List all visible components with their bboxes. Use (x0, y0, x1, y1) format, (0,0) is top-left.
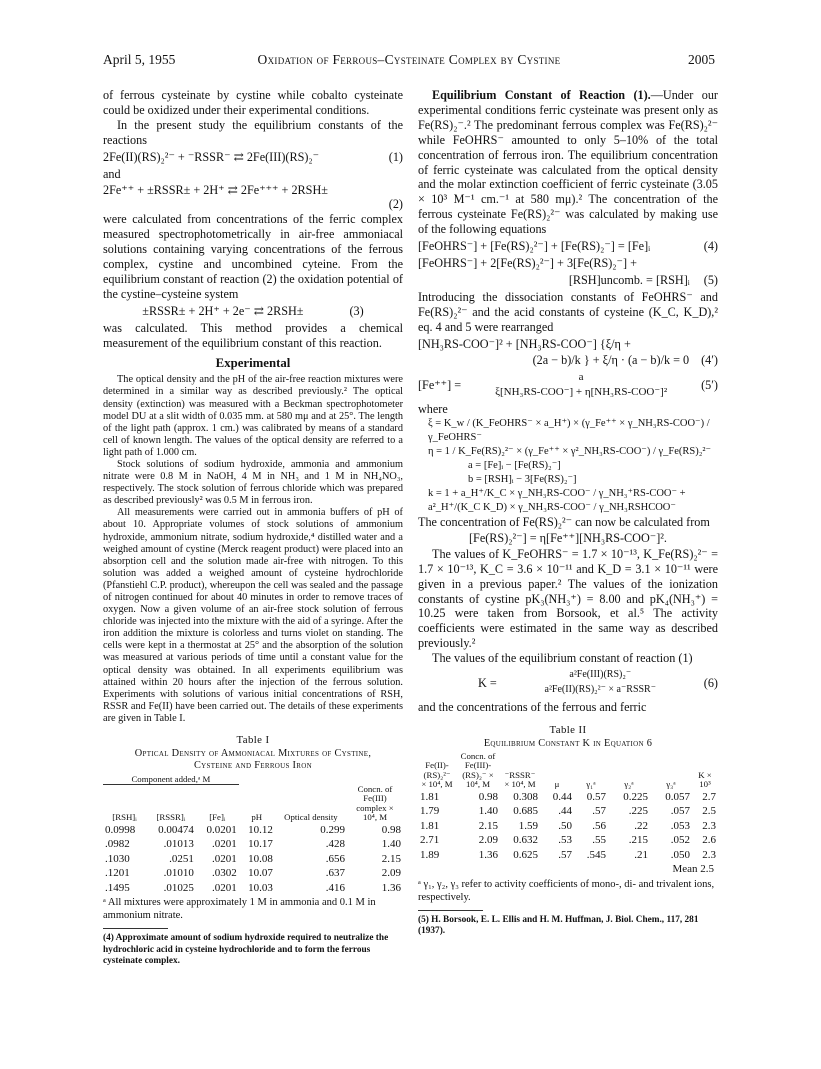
table-cell: .22 (634, 819, 648, 832)
definition-b: b = [RSH]ᵢ − 3[Fe(RS)₂⁻] (468, 474, 577, 486)
paragraph: The optical density and the pH of the air-free reaction mixtures were determined in a similar way as described previously.² The optical density (extinction) was measured with a Beckman spectrophotometer model DU at a slit width of 0.035 mm. at 580 mμ and at 25°. The length of the light path (approx. 1 cm.) was calibrated by means of a standard cell of known length. The values of the optical density are referred to a light path of 1.000 cm. (103, 374, 403, 458)
paragraph: All measurements were carried out in ammonia buffers of pH of about 10. Appropriate volumes of stock solutions of ammonium hydroxide, ammonium nitrate, sodium hydroxide,⁴ distilled water and a weighed amount of cystine (Merck reagent product) were placed into an absorption cell and the solution made air-free with nitrogen. To this solution was added a weighed amount of cysteine hydrochloride (Pfanstiehl C.P. product), whereupon the cell was sealed and the passage of nitrogen continued for about 40 minutes in order to remove traces of oxygen. Now a given volume of an air-free stock solution of ferrous chloride was injected into the mixture with the aid of a syringe. After the iron addition the mixture is colorless and turns violet on standing. The cells were kept in a thermostat at 25° and the absorption of the solution was measured at various periods of time until a constant value for the optical density was obtained. In all experiments equilibrium was attained within 20 hours after the injection of the ferrous solution. Experiments with solutions of various initial concentrations of RSH, RSSR and Fe(II) have been carried out. The details of these experiments are given in Table I. (103, 507, 403, 724)
table-cell: .637 (325, 867, 345, 880)
equation-4 (418, 239, 718, 254)
equation-text: [FeOHRS⁻] + 2[Fe(RS)₂²⁻] + 3[Fe(RS)₂⁻] + (418, 255, 637, 270)
table-cell: 0.057 (665, 790, 690, 803)
equation-5-prime (418, 370, 718, 400)
equation-number: (6) (703, 675, 718, 690)
table-header-row (103, 785, 403, 823)
table-cell: 2.3 (702, 848, 716, 861)
table-cell: 2.7 (702, 790, 716, 803)
table-cell: .53 (558, 834, 572, 847)
column-header: [Fe]ᵢ (209, 812, 226, 823)
table-row (103, 866, 403, 881)
table-cell: .215 (628, 834, 648, 847)
table-cell: .050 (670, 848, 690, 861)
equation-text: [RSH]uncomb. = [RSH]ᵢ (568, 272, 690, 287)
table-cell: .656 (325, 852, 345, 865)
definitions (418, 417, 718, 515)
equation-4-prime (418, 337, 718, 352)
paragraph: was calculated. This method provides a chemical measurement of the equilibrium constant of this reaction. (103, 320, 403, 350)
table-cell: .01010 (163, 867, 194, 880)
table-cell: 0.00474 (158, 823, 194, 836)
table-row (418, 848, 718, 863)
table-cell: 0.0201 (206, 823, 237, 836)
fraction (495, 370, 667, 400)
right-column (418, 88, 718, 938)
equation-number: (1) (388, 149, 403, 164)
table-cell: .0982 (105, 838, 130, 851)
table-footnote: ᵃ All mixtures were approximately 1 M in ammonia and 0.1 M in ammonium nitrate. (103, 897, 376, 921)
table-1-title: Cysteine and Ferrous Iron (194, 759, 312, 771)
column-header: γ₁ᵃ (586, 779, 596, 790)
table-cell: 0.308 (513, 790, 538, 803)
equation-text: K = (478, 675, 497, 690)
equation-number: (3) (349, 303, 364, 318)
table-cell: .1495 (105, 881, 130, 894)
column-header: Fe(II)-(RS)₂²⁻ × 10⁴, M (421, 760, 453, 790)
column-group-header: Component added,ᵃ M (103, 775, 239, 785)
paragraph: and the concentrations of the ferrous and ferric (418, 699, 647, 714)
equation-text: [FeOHRS⁻] + [Fe(RS)₂²⁻] + [Fe(RS)₂⁻] = [Fe]ᵢ (418, 239, 651, 254)
table-cell: 2.15 (478, 819, 498, 832)
table-cell: 2.15 (381, 852, 401, 865)
definition-k: k = 1 + a_H⁺/K_C × γ_NH₃RS-COO⁻ / γ_NH₃⁺RS-COO⁻ + a²_H⁺/(K_C K_D) × γ_NH₃RS-COO⁻ / γ_NH₃RSHCOO⁻ (428, 488, 686, 514)
column-header: Concn. of Fe(III) complex × 10⁴, M (356, 783, 394, 823)
table-cell: 2.6 (702, 834, 716, 847)
column-header: ⁻RSSR⁻ × 10⁴, M (504, 769, 536, 790)
paragraph: and (103, 166, 121, 181)
table-cell: 1.81 (420, 819, 440, 832)
table-body (418, 790, 718, 863)
equation-4-prime-cont (418, 353, 718, 368)
equation-text: 2Fe(II)(RS)₂²⁻ + ⁻RSSR⁻ ⇄ 2Fe(III)(RS)₂⁻ (103, 149, 320, 164)
footnote-rule (103, 928, 168, 929)
running-header (103, 52, 715, 72)
paragraph: of ferrous cysteinate by cystine while cobalto cysteinate could be oxidized under their experimental conditions. (103, 88, 403, 117)
table-footnote: ᵃ γ₁, γ₂, γ₃ refer to activity coefficients of mono-, di- and trivalent ions, respectively. (418, 879, 715, 903)
page-number: 2005 (688, 52, 715, 67)
table-cell: 0.0998 (105, 823, 136, 836)
paragraph (418, 88, 718, 237)
table-mean: Mean 2.5 (672, 863, 714, 876)
equation-number: (5′) (701, 377, 718, 392)
table-cell: .21 (634, 848, 648, 861)
column-header: pH (251, 812, 263, 823)
table-cell: 2.09 (381, 867, 401, 880)
table-header-row (418, 752, 718, 790)
equation-5-cont (418, 273, 718, 288)
definition-eta: η = 1 / K_Fe(RS)₂²⁻ × (γ_Fe⁺⁺ × γ²_NH₃RS-COO⁻) / γ_Fe(RS)₂²⁻ (428, 446, 712, 458)
table-cell: 10.12 (248, 823, 273, 836)
equation-text: (2a − b)/k } + ξ/η · (a − b)/k = 0 (532, 353, 690, 368)
fraction-numerator: a (578, 371, 584, 384)
subsection-heading: Equilibrium Constant of Reaction (1). (432, 88, 651, 102)
reference-footnote: (4) Approximate amount of sodium hydroxide required to neutralize the hydrochloric acid in cysteine hydrochloride and to form the ferrous cysteinate complex. (103, 933, 389, 966)
table-row (418, 819, 718, 834)
table-cell: .0201 (212, 838, 237, 851)
equation-number: (2) (388, 197, 403, 212)
table-cell: .56 (592, 819, 606, 832)
table-cell: .416 (325, 881, 345, 894)
table-row (103, 823, 403, 838)
reference-footnote: (5) H. Borsook, E. L. Ellis and H. M. Huffman, J. Biol. Chem., 117, 281 (1937). (418, 915, 699, 937)
table-cell: .44 (558, 805, 572, 818)
table-cell: .1030 (105, 852, 130, 865)
table-row (103, 852, 403, 867)
paragraph: were calculated from concentrations of the ferric complex measured spectrophotometrically in air-free ammoniacal solutions containing varying concentrations of the ferrous complex, cystine and uncombined cyteine. From the equilibrium constant of reaction (2) the oxidation potential of the cystine–cysteine system (103, 212, 403, 301)
table-cell: 1.36 (381, 881, 401, 894)
equation-text: 2Fe⁺⁺ + ±RSSR± + 2H⁺ ⇄ 2Fe⁺⁺⁺ + 2RSH± (103, 183, 328, 198)
table-cell: 2.3 (702, 819, 716, 832)
equation-number: (4′) (701, 353, 718, 368)
table-cell: 0.625 (513, 848, 538, 861)
equation-text: [NH₃RS-COO⁻]² + [NH₃RS-COO⁻] {ξ/η + (418, 336, 631, 351)
table-cell: 10.07 (248, 867, 273, 880)
table-cell: .545 (586, 848, 606, 861)
table-cell: 0.57 (586, 790, 606, 803)
definition-a: a = [Fe]ᵢ − [Fe(RS)₂⁻] (468, 460, 561, 472)
fraction-numerator: a²Fe(III)(RS)₂⁻ (569, 669, 632, 681)
equation-text: [Fe⁺⁺] = (418, 377, 462, 392)
table-cell: 10.17 (248, 838, 273, 851)
fraction-denominator: ξ[NH₃RS-COO⁻] + η[NH₃RS-COO⁻]² (495, 386, 668, 399)
table-cell: 1.59 (518, 819, 538, 832)
table-cell: .0201 (212, 852, 237, 865)
table-cell: .01025 (163, 881, 194, 894)
paragraph: Introducing the dissociation constants of FeOHRS⁻ and Fe(RS)₂²⁻ and the acid constants of cysteine (K_C, K_D),² eq. 4 and 5 were rearranged (418, 289, 718, 334)
column-header: γ₂ᵃ (624, 779, 634, 790)
table-cell: 0.299 (320, 823, 345, 836)
table-2-title: Equilibrium Constant K in Equation 6 (483, 737, 653, 749)
equation-concentration: [Fe(RS)₂²⁻] = η[Fe⁺⁺][NH₃RS-COO⁻]². (469, 530, 667, 545)
header-date: April 5, 1955 (103, 52, 176, 67)
equation-text: ±RSSR± + 2H⁺ + 2e⁻ ⇄ 2RSH± (142, 303, 304, 318)
table-cell: 1.36 (478, 848, 498, 861)
equation-5 (418, 256, 718, 271)
table-cell: .50 (558, 819, 572, 832)
table-cell: 10.03 (248, 881, 273, 894)
table-cell: 1.89 (420, 848, 440, 861)
column-header: μ (554, 779, 560, 790)
paragraph: Stock solutions of sodium hydroxide, ammonia and ammonium nitrate were 0.8 M in NaOH, 4 M in NH₃ and 1 M in NH₄NO₃, respectively. The stock solution of ferrous chloride which was prepared as described previously² was 0.5 M in ferrous iron. (103, 458, 403, 507)
table-cell: 0.98 (381, 823, 401, 836)
table-cell: .0251 (169, 852, 194, 865)
equation-1 (103, 150, 403, 165)
table-row (103, 837, 403, 852)
table-cell: 0.685 (513, 805, 538, 818)
equation-6 (418, 668, 718, 698)
header-title: Oxidation of Ferrous–Cysteinate Complex by Cystine (257, 52, 561, 67)
table-2 (418, 752, 718, 863)
column-header: [RSSR]ᵢ (156, 812, 186, 823)
column-header: K × 10³ (698, 769, 712, 790)
table-cell: 10.08 (248, 852, 273, 865)
table-cell: .057 (670, 805, 690, 818)
table-row (103, 881, 403, 896)
section-heading: Experimental (215, 356, 291, 371)
table-cell: 0.44 (552, 790, 572, 803)
table-cell: .225 (628, 805, 648, 818)
table-cell: .55 (592, 834, 606, 847)
table-cell: 1.40 (478, 805, 498, 818)
table-cell: 2.09 (478, 834, 498, 847)
table-cell: 0.225 (623, 790, 648, 803)
fraction (545, 668, 657, 698)
table-2-caption: Table II (549, 723, 587, 736)
left-column (103, 88, 403, 967)
table-body (103, 823, 403, 896)
equation-3 (103, 304, 403, 319)
table-cell: .052 (670, 834, 690, 847)
fraction-denominator: a²Fe(II)(RS)₂²⁻ × a⁻RSSR⁻ (544, 684, 657, 695)
table-cell: 2.5 (702, 805, 716, 818)
paragraph: The concentration of Fe(RS)₂²⁻ can now be calculated from (418, 515, 710, 530)
table-cell: .0302 (212, 867, 237, 880)
paragraph: where (418, 402, 448, 417)
equation-2 (103, 183, 403, 198)
table-cell: 1.79 (420, 805, 440, 818)
column-header: γ₃ᵃ (666, 779, 676, 790)
table-row (418, 833, 718, 848)
table-cell: .57 (592, 805, 606, 818)
table-cell: .0201 (212, 881, 237, 894)
equation-number: (4) (703, 239, 718, 254)
footnote-rule (418, 910, 483, 911)
table-cell: 0.98 (478, 790, 498, 803)
column-header: Concn. of Fe(III)-(RS)₂⁻ × 10⁴, M (460, 750, 496, 790)
column-header: Optical density (284, 812, 338, 823)
table-1-title: Optical Density of Ammoniacal Mixtures of Cystine, (134, 747, 372, 759)
table-1 (103, 775, 403, 896)
table-cell: .053 (670, 819, 690, 832)
equation-number: (5) (703, 272, 718, 287)
paragraph: In the present study the equilibrium constants of the reactions (103, 117, 403, 147)
table-cell: .1201 (105, 867, 130, 880)
table-cell: .428 (325, 838, 345, 851)
paragraph-text: —Under our experimental conditions ferric cysteinate was present only as Fe(RS)₂⁻.² The predominant ferrous complex was Fe(RS)₂²⁻ while FeOHRS⁻ amounted to only 5–10% of the total concentration of ferrous iron. The equilibrium concentration of ferric cysteinate was calculated from the optical density and the molar extinction coefficient of ferric cysteinate (3.05 × 10³ M⁻¹ cm.⁻¹ at 580 mμ).² The concentration of the ferrous cysteinate Fe(RS)₂²⁻ was calculated by making use of the following equations (418, 88, 718, 237)
table-1-caption: Table I (236, 734, 270, 747)
table-cell: 1.40 (381, 838, 401, 851)
column-header: [RSH]ᵢ (112, 812, 137, 823)
table-cell: 2.71 (420, 834, 440, 847)
table-cell: 1.81 (420, 790, 440, 803)
table-cell: .57 (558, 848, 572, 861)
table-cell: .01013 (163, 838, 194, 851)
table-row (418, 804, 718, 819)
paragraph: The values of the equilibrium constant of reaction (1) (432, 651, 693, 666)
table-cell: 0.632 (513, 834, 538, 847)
table-row (418, 790, 718, 805)
definition-xi: ξ = K_w / (K_FeOHRS⁻ × a_H⁺) × (γ_Fe⁺⁺ × γ_NH₃RS-COO⁻) / γ_FeOHRS⁻ (428, 418, 710, 444)
paragraph: The values of K_FeOHRS⁻ = 1.7 × 10⁻¹³, K_Fe(RS)₂²⁻ = 1.7 × 10⁻¹³, K_C = 3.6 × 10⁻¹¹ and K_D = 3.1 × 10⁻¹¹ were given in a previous paper.² The values of the ionization constants of cystine pK₃(NH₃⁺) = 8.00 and pK₄(NH₃⁺) = 10.25 were taken from Borsook, et al.⁵ The activity coefficients were estimated in the same way as described previously.² (418, 546, 718, 651)
